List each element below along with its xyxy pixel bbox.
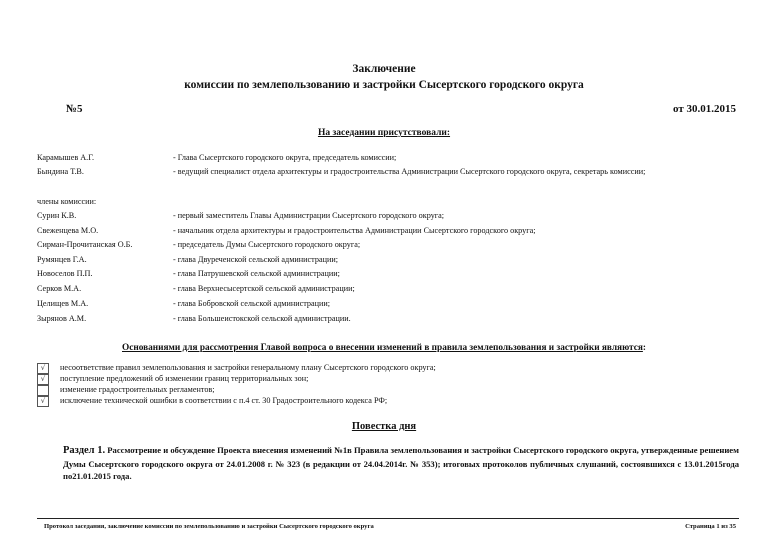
document-number: №5: [66, 103, 83, 115]
grounds-checkbox[interactable]: √: [37, 363, 49, 374]
attendee-role: - ведущий специалист отдела архитектуры и градостроительства Администрации Сысертского городского округа, секретарь комиссии;: [173, 167, 646, 176]
member-role: - глава Патрушевской сельской администрации;: [173, 269, 340, 278]
grounds-item-text: исключение технической ошибки в соответствии с п.4 ст. 30 Градостроительного кодекса РФ;: [60, 396, 388, 405]
member-role: - председатель Думы Сысертского городского округа;: [173, 240, 361, 249]
document-title: Заключение: [352, 63, 416, 75]
member-role: - глава Двуреченской сельской администрации;: [173, 255, 339, 264]
grounds-checkbox[interactable]: [37, 385, 49, 396]
member-name: Целищев М.А.: [37, 299, 89, 308]
document-date: от 30.01.2015: [672, 103, 736, 115]
member-name: Сурин К.В.: [37, 211, 77, 220]
grounds-item-text: несоответствие правил землепользования и застройки генеральному плану Сысертского городского округа;: [60, 363, 436, 372]
grounds-item-text: изменение градостроительных регламентов;: [60, 385, 215, 394]
grounds-heading-text: Основаниями для рассмотрения Главой вопроса о внесении изменений в правила землепользования и застройки являются: [122, 343, 643, 353]
agenda-heading: Повестка дня: [351, 421, 417, 432]
member-name: Румянцев Г.А.: [37, 255, 87, 264]
member-name: Зырянов А.М.: [37, 314, 87, 323]
member-name: Свеженцева М.О.: [37, 226, 99, 235]
member-name: Серков М.А.: [37, 284, 82, 293]
grounds-item-text: поступление предложений об изменении границ территориальных зон;: [60, 374, 309, 383]
agenda-section-text: Рассмотрение и обсуждение Проекта внесения изменений №1в Правила землепользования и застройки Сысертского городского округа, утвержденные решением Думы Сысертского городского округа от 24.01.2008 г. № 323 (в редакции от 24.04.2014г. № 353); итоговых протоколов публичных слушаний, состоявшихся с 13.01.2015года по21.01.2015 года.: [63, 445, 739, 482]
grounds-checkbox[interactable]: √: [37, 396, 49, 407]
document-subtitle: комиссии по землепользованию и застройки Сысертского городского округа: [184, 79, 584, 91]
attendee-name: Бындина Т.В.: [37, 167, 84, 176]
member-role: - глава Бобровской сельской администрации;: [173, 299, 331, 308]
attendee-name: Карамышев А.Г.: [37, 153, 95, 162]
member-name: Сирман-Прочитанская О.Б.: [37, 240, 133, 249]
footer-divider: [37, 518, 739, 519]
grounds-heading-colon: :: [642, 343, 646, 353]
member-name: Новоселов П.П.: [37, 269, 93, 278]
grounds-heading: [0, 343, 768, 353]
footer-text: Протокол заседания, заключение комиссии по землепользованию и застройки Сысертского городского округа: [44, 523, 374, 530]
member-role: - глава Верхнесысертской сельской администрации;: [173, 284, 355, 293]
member-role: - первый заместитель Главы Администрации Сысертского городского округа;: [173, 211, 445, 220]
members-label: члены комиссии:: [37, 197, 97, 206]
attendee-role: - Глава Сысертского городского округа, председатель комиссии;: [173, 153, 397, 162]
member-role: - глава Большеистокской сельской администрации.: [173, 314, 351, 323]
agenda-section-label: Раздел 1.: [63, 445, 106, 456]
member-role: - начальник отдела архитектуры и градостроительства Администрации Сысертского городского округа;: [173, 226, 536, 235]
grounds-checkbox[interactable]: √: [37, 374, 49, 385]
attendance-heading: На заседании присутствовали:: [317, 128, 451, 138]
agenda-section-1: [63, 444, 739, 483]
page-number: Страница 1 из 35: [685, 523, 736, 530]
